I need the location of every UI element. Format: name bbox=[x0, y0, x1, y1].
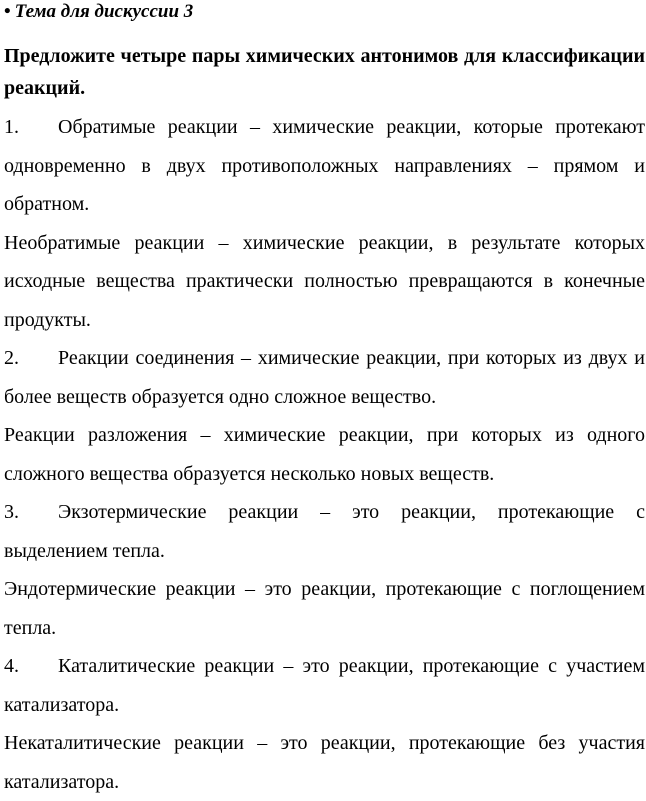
item-3-first-text: Экзотермические реакции – это реакции, протекающие с выделением тепла. bbox=[4, 501, 645, 562]
item-1-number: 1. bbox=[4, 116, 19, 138]
bullet-icon: • bbox=[4, 1, 11, 22]
item-4-first bbox=[4, 647, 645, 724]
item-1-second: Необратимые реакции – химические реакции, в результате которых исходные вещества практически полностью превращаются в конечные продукты. bbox=[4, 231, 645, 331]
item-2-first-text: Реакции соединения – химические реакции, при которых из двух и более веществ образуется одно сложное вещество. bbox=[4, 347, 645, 408]
item-3-second: Эндотермические реакции – это реакции, протекающие с поглощением тепла. bbox=[4, 578, 645, 639]
item-4-number: 4. bbox=[4, 655, 19, 677]
item-1 bbox=[4, 108, 645, 339]
item-2-second: Реакции разложения – химические реакции, при которых из одного сложного вещества образуется несколько новых веществ. bbox=[4, 424, 645, 485]
item-3-first bbox=[4, 493, 645, 570]
item-4-first-text: Каталитические реакции – это реакции, протекающие с участием катализатора. bbox=[4, 655, 645, 716]
item-2-first bbox=[4, 339, 645, 416]
item-3-number: 3. bbox=[4, 501, 19, 523]
document bbox=[4, 0, 645, 801]
question-text: Предложите четыре пары химических антонимов для классификации реакций. bbox=[4, 45, 645, 99]
topic-heading bbox=[4, 0, 645, 23]
item-4-second: Некаталитические реакции – это реакции, протекающие без участия катализатора. bbox=[4, 732, 645, 793]
item-3 bbox=[4, 493, 645, 647]
item-2-number: 2. bbox=[4, 347, 19, 369]
item-2 bbox=[4, 339, 645, 493]
item-1-first bbox=[4, 108, 645, 224]
item-4 bbox=[4, 647, 645, 801]
topic-title: Тема для дискуссии 3 bbox=[14, 1, 194, 22]
item-1-first-text: Обратимые реакции – химические реакции, которые протекают одновременно в двух противоположных направлениях – прямом и обратном. bbox=[4, 116, 645, 215]
